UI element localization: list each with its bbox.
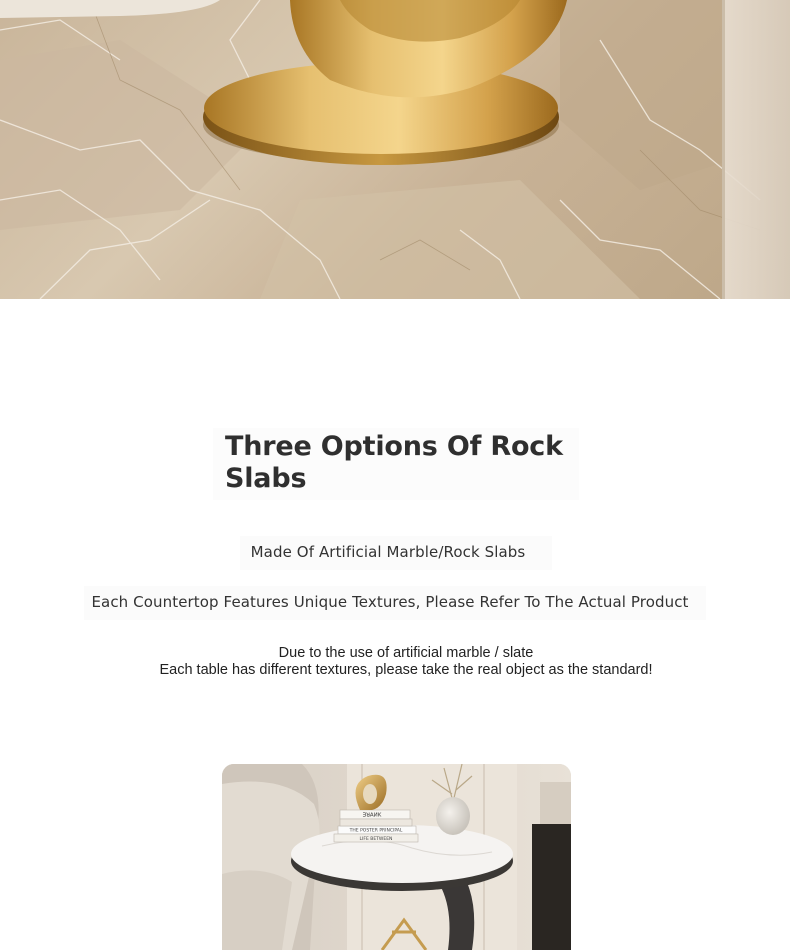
texture-note-line-2: Each table has different textures, please take the real object as the standard! (159, 662, 653, 678)
texture-note-line-1: Due to the use of artificial marble / slate (278, 645, 534, 661)
book-title: LIFE BETWEEN (359, 837, 393, 842)
material-subtitle: Made Of Artificial Marble/Rock Slabs (250, 543, 526, 561)
page-title: Three Options Of Rock Slabs (225, 431, 563, 494)
texture-subtitle: Each Countertop Features Unique Textures, Please Refer To The Actual Product (91, 593, 689, 611)
book-title: THE POSTER PRINCIPAL (349, 828, 403, 834)
product-photo (222, 764, 571, 950)
marble-floor-illustration (0, 0, 790, 299)
book-title: ƎꓤAИK (362, 812, 382, 819)
side-table-illustration (222, 764, 571, 950)
hero-photo (0, 0, 790, 299)
